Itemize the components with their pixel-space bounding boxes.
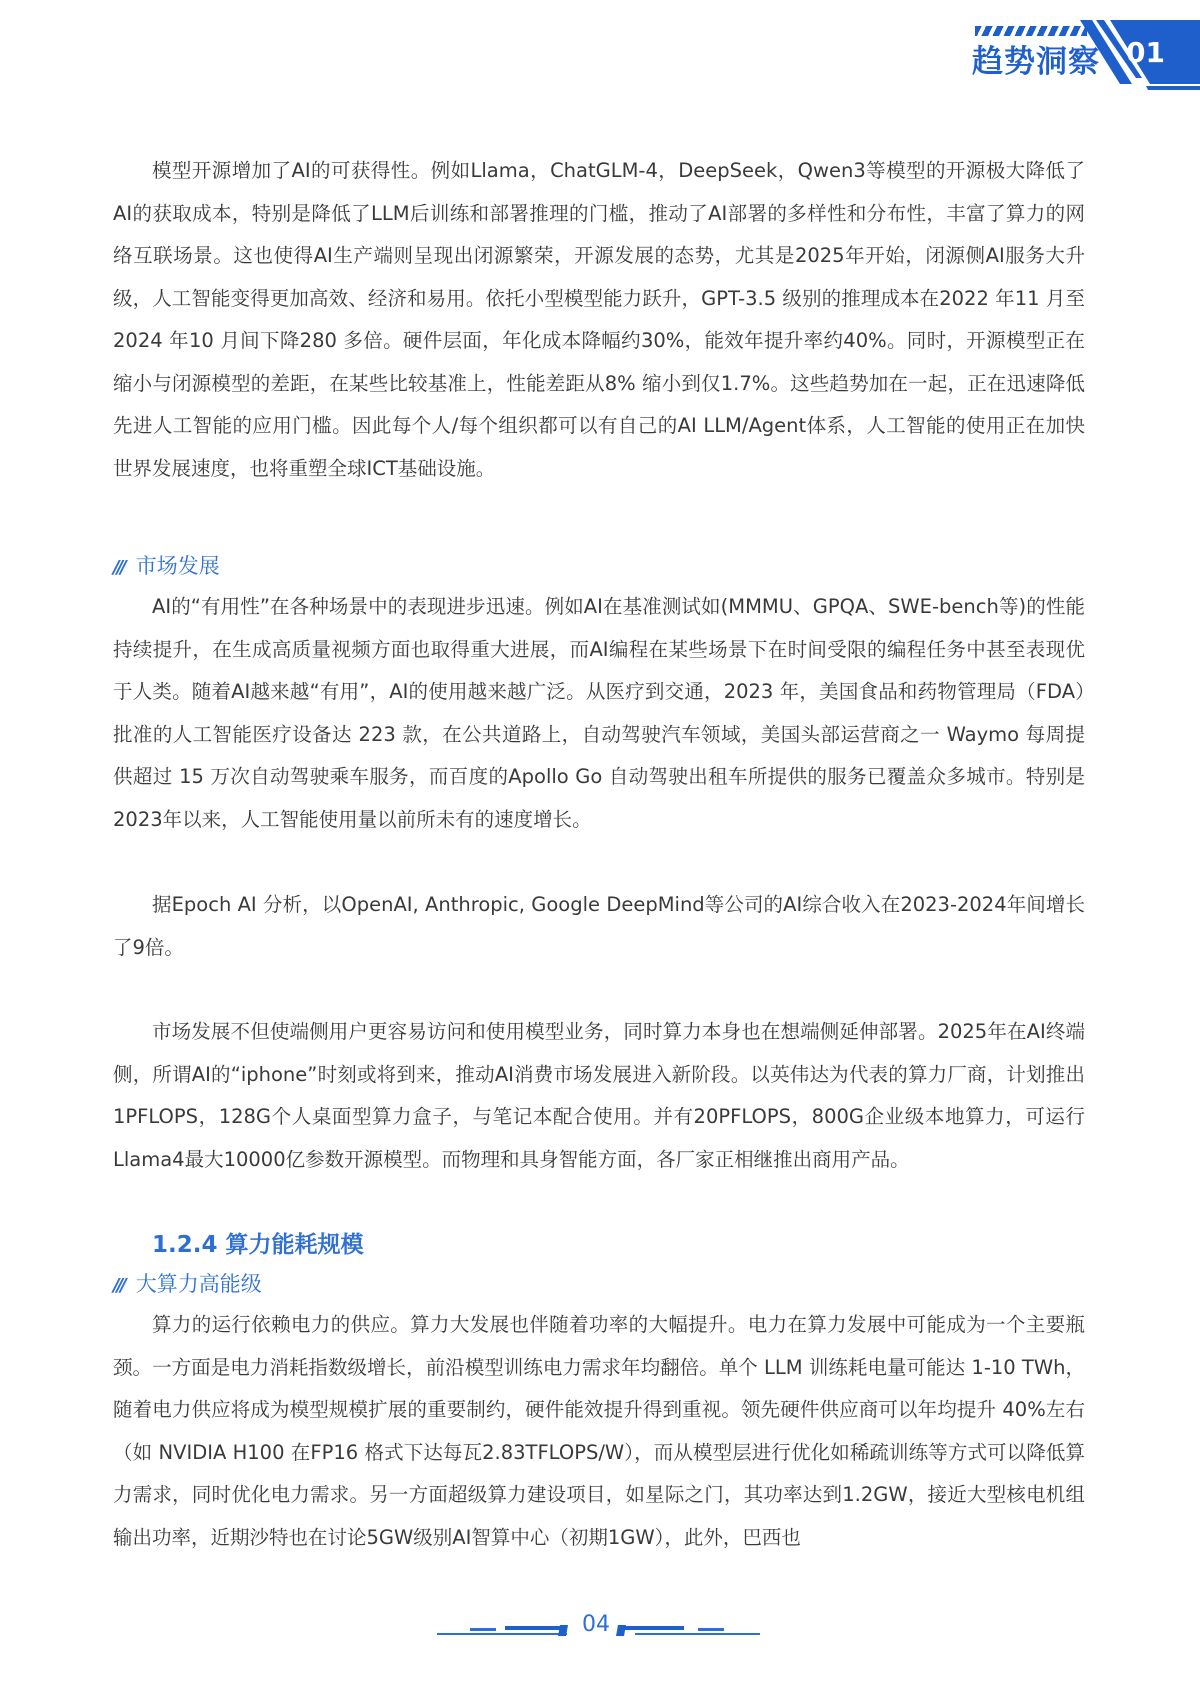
slash-decoration-icon: ///	[113, 1275, 124, 1296]
page-number: 04	[582, 1612, 610, 1637]
market-paragraph-1: AI的“有用性”在各种场景中的表现进步迅速。例如AI在基准测试如(MMMU、GPQA、SWE-bench等)的性能持续提升，在生成高质量视频方面也取得重大进展，而AI编程在某些场景下在时间受限的编程任务中甚至表现优于人类。随着AI越来越“有用”，AI的使用越来越广泛。从医疗到交通，2023 年，美国食品和药物管理局（FDA）批准的人工智能医疗设备达 223 款，在公共道路上，自动驾驶汽车领域，美国头部运营商之一 Waymo 每周提供超过 15 万次自动驾驶乘车服务，而百度的Apollo Go 自动驾驶出租车所提供的服务已覆盖众多城市。特别是2023年以来，人工智能使用量以前所未有的速度增长。	[113, 595, 1085, 831]
chapter-number: 01	[1126, 36, 1165, 69]
subheading-market	[113, 550, 220, 580]
subheading-market-text: 市场发展	[135, 554, 220, 578]
intro-paragraph: 模型开源增加了AI的可获得性。例如Llama，ChatGLM-4，DeepSeek，Qwen3等模型的开源极大降低了AI的获取成本，特别是降低了LLM后训练和部署推理的门槛，推动了AI部署的多样性和分布性，丰富了算力的网络互联场景。这也使得AI生产端则呈现出闭源繁荣，开源发展的态势，尤其是2025年开始，闭源侧AI服务大升级，人工智能变得更加高效、经济和易用。依托小型模型能力跃升，GPT-3.5 级别的推理成本在2022 年11 月至2024 年10 月间下降280 多倍。硬件层面，年化成本降幅约30%，能效年提升率约40%。同时，开源模型正在缩小与闭源模型的差距，在某些比较基准上，性能差距从8% 缩小到仅1.7%。这些趋势加在一起，正在迅速降低先进人工智能的应用门槛。因此每个人/每个组织都可以有自己的AI LLM/Agent体系，人工智能的使用正在加快世界发展速度，也将重塑全球ICT基础设施。	[113, 159, 1085, 480]
header-badge	[940, 18, 1200, 90]
header-title: 趋势洞察	[972, 44, 1100, 80]
market-paragraph-3: 市场发展不但使端侧用户更容易访问和使用模型业务，同时算力本身也在想端侧延伸部署。2025年在AI终端侧，所谓AI的“iphone”时刻或将到来，推动AI消费市场发展进入新阶段。以英伟达为代表的算力厂商，计划推出1PFLOPS，128G个人桌面型算力盒子，与笔记本配合使用。并有20PFLOPS，800G企业级本地算力，可运行Llama4最大10000亿参数开源模型。而物理和具身智能方面，各厂家正相继推出商用产品。	[113, 1020, 1085, 1171]
header-stripes-decoration	[975, 26, 1087, 36]
slash-decoration-icon: ///	[113, 557, 124, 578]
market-paragraph-2: 据Epoch AI 分析，以OpenAI, Anthropic, Google DeepMind等公司的AI综合收入在2023-2024年间增长了9倍。	[113, 893, 1085, 959]
power-paragraph: 算力的运行依赖电力的供应。算力大发展也伴随着功率的大幅提升。电力在算力发展中可能成为一个主要瓶颈。一方面是电力消耗指数级增长，前沿模型训练电力需求年均翻倍。单个 LLM 训练耗电量可能达 1-10 TWh，随着电力供应将成为模型规模扩展的重要制约，硬件能效提升得到重视。领先硬件供应商可以年均提升 40%左右（如 NVIDIA H100 在FP16 格式下达每瓦2.83TFLOPS/W），而从模型层进行优化如稀疏训练等方式可以降低算力需求，同时优化电力需求。另一方面超级算力建设项目，如星际之门，其功率达到1.2GW，接近大型核电机组输出功率，近期沙特也在讨论5GW级别AI智算中心（初期1GW），此外，巴西也	[113, 1313, 1085, 1549]
subheading-power-text: 大算力高能级	[135, 1272, 262, 1296]
subheading-power	[113, 1268, 262, 1298]
section-title: 1.2.4 算力能耗规模	[152, 1232, 364, 1258]
